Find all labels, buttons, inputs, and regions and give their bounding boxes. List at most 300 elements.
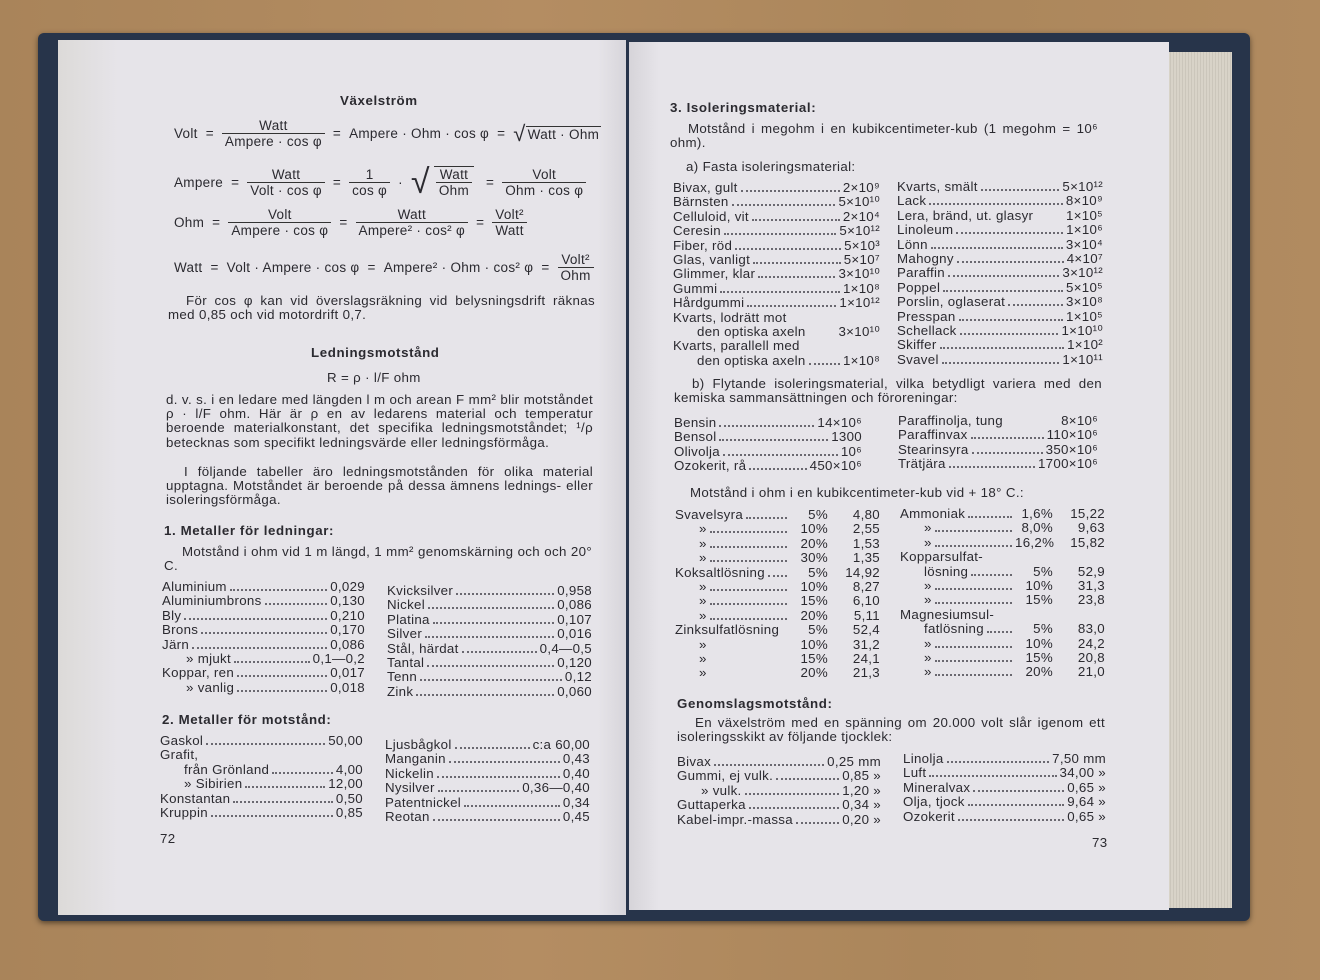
table-row	[162, 609, 365, 623]
resistance-value: 2×10⁹	[842, 180, 880, 195]
table-row	[675, 666, 880, 680]
material-name: »	[924, 650, 932, 666]
material-name: »	[699, 607, 707, 623]
dot-leader	[719, 439, 828, 441]
dot-leader	[425, 636, 554, 638]
equals: =	[497, 126, 506, 141]
table-row	[675, 566, 880, 580]
resistance-value: 15,22	[1070, 506, 1105, 521]
percent-value: 20%	[800, 607, 828, 623]
table-row	[673, 296, 880, 310]
numerator: Watt	[397, 207, 427, 222]
dot-leader	[796, 822, 839, 824]
formula-ohm	[170, 207, 531, 238]
table-row	[898, 428, 1098, 442]
resistance-value: 0,43	[562, 751, 590, 767]
denominator: Ampere² · cos² φ	[356, 222, 469, 238]
resistance-value: 1300	[831, 429, 862, 445]
formula-volt	[170, 118, 605, 149]
dot-leader	[724, 233, 836, 235]
resistance-value: 1×10⁵	[1066, 308, 1103, 324]
resistance-value: 50,00	[328, 733, 363, 748]
material-name: lösning	[924, 563, 969, 579]
table-row	[385, 781, 590, 795]
resistance-value: 0,25 mm	[827, 754, 881, 769]
table-row	[675, 551, 880, 565]
dot-leader	[416, 694, 554, 696]
table-row	[897, 252, 1103, 266]
material-name: Poppel	[897, 279, 941, 295]
material-name: Presspan	[897, 308, 956, 324]
percent-value: 5%	[808, 622, 828, 638]
resistance-value: 0,40	[562, 765, 590, 781]
percent-value: 10%	[1025, 578, 1053, 594]
multiply-dot: ·	[398, 174, 403, 190]
resistance-value: 3×10¹⁰	[838, 324, 880, 340]
dot-leader	[960, 333, 1059, 335]
resistance-value: 2,55	[852, 521, 880, 537]
equals: =	[205, 126, 214, 141]
resistance-value: 52,4	[852, 622, 880, 638]
material-name: Kruppin	[160, 805, 208, 821]
table-row	[385, 738, 590, 752]
percent-value: 30%	[800, 550, 828, 566]
table-row	[160, 763, 363, 777]
table-row	[897, 338, 1103, 352]
fraction	[247, 167, 325, 198]
formula-ampere	[170, 165, 590, 199]
table-row	[897, 310, 1103, 324]
material-name: Bivax, gult	[673, 180, 738, 195]
fraction	[228, 207, 331, 238]
table-row	[673, 354, 880, 368]
dot-leader	[949, 466, 1035, 468]
resistance-value: c:a 60,00	[532, 737, 590, 752]
denominator: Ohm · cos φ	[502, 182, 586, 198]
dot-leader	[931, 247, 1063, 249]
dot-leader	[957, 261, 1064, 263]
resistance-value: 9,64 »	[1067, 794, 1106, 810]
table-row	[385, 752, 590, 766]
table-row	[897, 223, 1103, 237]
resistance-value: 0,170	[330, 622, 365, 638]
table-fasta-right	[897, 180, 1103, 367]
resistance-value: 0,018	[330, 679, 365, 695]
dot-leader	[746, 517, 787, 519]
material-name: Mineralvax	[903, 779, 971, 795]
dot-leader	[935, 545, 1012, 547]
material-name: Brons	[162, 622, 199, 638]
dot-leader	[935, 646, 1012, 648]
material-name: Konstantan	[160, 790, 231, 806]
dot-leader	[749, 807, 839, 809]
resistance-value: 20,8	[1077, 650, 1105, 666]
table-row	[673, 210, 880, 224]
percent-value: 5%	[808, 564, 828, 580]
percent-value: 8,0%	[1021, 520, 1053, 536]
dot-leader	[710, 603, 787, 605]
fraction	[558, 252, 594, 283]
dot-leader	[929, 203, 1063, 205]
resistance-value: 450×10⁶	[809, 458, 862, 474]
dot-leader	[428, 607, 554, 609]
table-row	[677, 755, 881, 769]
table-row	[897, 266, 1103, 280]
subheading-flytande: b) Flytande isoleringsmaterial, vilka betydligt variera med den kemiska sammansättningen och föroreningar:	[674, 376, 1102, 406]
note-ohm-18c: Motstånd i ohm i en kubikcentimeter-kub vid + 18° C.:	[690, 485, 1024, 500]
resistance-value: 1×10²	[1067, 337, 1103, 353]
material-name: Glas, vanligt	[673, 252, 751, 268]
table-row	[897, 324, 1103, 338]
equals: =	[541, 260, 550, 275]
table-row	[673, 325, 880, 339]
material-name: Ceresin	[673, 223, 721, 239]
resistance-value: 52,9	[1077, 563, 1105, 579]
material-name: Järn	[162, 636, 190, 652]
table-row	[673, 181, 880, 195]
resistance-value: 24,2	[1077, 635, 1105, 651]
denominator: cos φ	[349, 182, 390, 198]
resistance-value: 1×10⁸	[842, 352, 880, 368]
dot-leader	[935, 530, 1012, 532]
dot-leader	[720, 291, 840, 293]
dot-leader	[956, 232, 1063, 234]
material-name: Trätjära	[898, 456, 946, 472]
table-row	[900, 536, 1105, 550]
square-root	[411, 165, 478, 199]
material-name: från Grönland	[184, 761, 270, 777]
material-name: »	[699, 579, 707, 595]
material-name: Koppar, ren	[162, 665, 235, 681]
dot-leader	[732, 204, 836, 206]
fraction	[349, 167, 390, 198]
dot-leader	[959, 319, 1063, 321]
material-name: Grafit,	[160, 747, 199, 763]
percent-value: 15%	[800, 593, 828, 609]
table-row	[387, 685, 592, 699]
resistance-value: 3×10¹²	[1062, 265, 1103, 281]
dot-leader	[987, 631, 1012, 633]
material-name: Zinksulfatlösning	[675, 622, 780, 638]
resistance-value: 1,20 »	[842, 782, 881, 798]
equals: =	[486, 174, 495, 190]
table-row	[897, 281, 1103, 295]
material-name: »	[699, 665, 707, 681]
dot-leader	[968, 804, 1065, 806]
dot-leader	[201, 632, 327, 634]
resistance-value: 0,017	[330, 665, 365, 681]
dot-leader	[943, 290, 1063, 292]
table-row	[673, 339, 880, 353]
dot-leader	[935, 674, 1012, 676]
material-name: Linolja	[903, 751, 944, 766]
material-name: Bärnsten	[673, 194, 729, 210]
dot-leader	[433, 819, 560, 821]
table-row	[385, 767, 590, 781]
resistance-value: 83,0	[1077, 621, 1105, 637]
material-name: »	[699, 636, 707, 652]
material-name: Gummi, ej vulk.	[677, 768, 774, 784]
table-row	[677, 769, 881, 783]
table-row	[675, 594, 880, 608]
dot-leader	[420, 679, 562, 681]
section-title-vaxelstrom: Växelström	[340, 93, 418, 108]
table-row	[674, 430, 862, 444]
resistance-value: 1×10⁸	[842, 280, 880, 296]
resistance-value: 1,53	[852, 535, 880, 551]
radical-icon: √	[513, 120, 526, 146]
numerator: Volt	[267, 207, 292, 222]
resistance-value: 8,27	[852, 579, 880, 595]
resistance-value: 4×10⁷	[1066, 251, 1103, 267]
formula-term: Ampere² · Ohm · cos² φ	[383, 260, 534, 275]
dot-leader	[758, 276, 835, 278]
table-row	[897, 238, 1103, 252]
dot-leader	[427, 665, 554, 667]
material-name: Silver	[387, 626, 423, 642]
fraction	[492, 207, 527, 238]
dot-leader	[464, 805, 560, 807]
dot-leader	[929, 775, 1056, 777]
formula-term: Volt · Ampere · cos φ	[226, 260, 360, 275]
dot-leader	[184, 618, 327, 620]
table-row	[673, 253, 880, 267]
table-row	[160, 734, 363, 748]
dot-leader	[233, 801, 333, 803]
resistance-value: 350×10⁶	[1045, 441, 1098, 457]
table-row	[675, 508, 880, 522]
material-name: » vulk.	[701, 782, 742, 798]
resistance-value: 21,3	[852, 665, 880, 681]
equals: =	[476, 215, 485, 230]
table-row	[897, 353, 1103, 367]
table-row	[160, 777, 363, 791]
denominator: Watt	[492, 222, 526, 238]
table-row	[673, 267, 880, 281]
table-row	[900, 608, 1105, 622]
material-name: Lönn	[897, 236, 928, 252]
material-name: Linoleum	[897, 222, 954, 238]
resistance-value: 5×10⁵	[1066, 279, 1103, 295]
material-name: Stål, härdat	[387, 640, 459, 656]
dot-leader	[230, 589, 327, 591]
equals: =	[210, 260, 219, 275]
material-name: Zink	[387, 683, 414, 699]
equals: =	[231, 174, 240, 190]
resistance-value: 0,34	[562, 794, 590, 810]
table-losningar-right	[900, 507, 1105, 680]
table-row	[387, 598, 592, 612]
table-genomslag-right	[903, 752, 1106, 824]
table-row	[675, 652, 880, 666]
percent-value: 20%	[800, 535, 828, 551]
table-row	[160, 806, 363, 820]
resistance-value: 5×10⁷	[843, 252, 880, 268]
material-name: Celluloid, vit	[673, 208, 749, 224]
cos-phi-note: För cos φ kan vid överslagsräkning vid belysningsdrift räknas med 0,85 och vid motordrift 0,7.	[168, 293, 595, 323]
table-row	[903, 795, 1106, 809]
dot-leader	[237, 675, 327, 677]
material-name: »	[699, 651, 707, 667]
page-number-right: 73	[1092, 835, 1108, 850]
subheading-fasta: a) Fasta isoleringsmaterial:	[686, 159, 856, 174]
resistance-value: 1×10⁶	[1066, 222, 1103, 238]
resistance-value: 34,00 »	[1059, 765, 1106, 781]
resistance-value: 0,086	[330, 636, 365, 652]
table-row	[898, 443, 1098, 457]
dot-leader	[710, 618, 787, 620]
table-row	[673, 282, 880, 296]
resistance-value: 4,80	[852, 507, 880, 522]
resistance-value: 0,120	[557, 655, 592, 671]
dot-leader	[462, 651, 537, 653]
resistance-value: 3×10¹⁰	[838, 266, 880, 282]
material-name: Guttaperka	[677, 797, 746, 813]
table-row	[673, 239, 880, 253]
section-title-ledningsmotstand: Ledningsmotstånd	[311, 345, 440, 360]
material-name: »	[924, 592, 932, 608]
material-name: » Sibirien	[184, 776, 243, 792]
material-name: Patentnickel	[385, 794, 462, 810]
resistance-value: 0,85	[335, 805, 363, 821]
material-name: Nickel	[387, 597, 426, 613]
table-row	[160, 792, 363, 806]
material-name: »	[699, 550, 707, 566]
denominator: Ampere · cos φ	[222, 133, 325, 149]
table-row	[387, 584, 592, 598]
dot-leader	[968, 516, 1012, 518]
table-row	[900, 665, 1105, 679]
material-name: Platina	[387, 611, 430, 627]
percent-value: 16,2%	[1015, 534, 1055, 550]
table-row	[898, 457, 1098, 471]
equals: =	[332, 174, 342, 190]
material-name: Olivolja	[674, 443, 720, 459]
resistance-value: 4,00	[335, 761, 363, 777]
resistance-value: 12,00	[328, 776, 363, 792]
material-name: Paraffinolja, tung	[898, 413, 1003, 428]
table-row	[387, 642, 592, 656]
dot-leader	[735, 248, 841, 250]
table-row	[160, 748, 363, 762]
table-row	[162, 666, 365, 680]
material-name: Bensin	[674, 415, 717, 430]
resistance-value: 24,1	[852, 651, 880, 667]
dot-leader	[719, 425, 814, 427]
percent-value: 20%	[1025, 664, 1053, 680]
resistance-value: 1700×10⁶	[1037, 456, 1098, 472]
table-fasta-left	[673, 181, 880, 368]
table-row	[897, 295, 1103, 309]
numerator: Watt	[259, 118, 288, 133]
resistance-formula: R = ρ · l/F ohm	[327, 370, 421, 385]
table-row	[162, 681, 365, 695]
denominator: Ampere · cos φ	[228, 222, 331, 238]
material-name: »	[924, 534, 932, 550]
table-metaller-motstand-left	[160, 734, 363, 820]
resistance-value: 6,10	[852, 593, 880, 609]
dot-leader	[747, 305, 836, 307]
resistance-value: 0,65 »	[1067, 808, 1106, 824]
material-name: Kvarts, smält	[897, 179, 978, 194]
resistance-value: 0,85 »	[842, 768, 881, 784]
paragraph-definition: d. v. s. i en ledare med längden l m och arean F mm² blir motståndet ρ · l/F ohm. Här är ρ en av ledarens material och temperatur beroende materialkonstant, det specifika ledningsmotståndet; ¹/ρ betecknas som specifikt ledningsvärde eller ledningsförmåga.	[166, 392, 593, 450]
table-genomslag-left	[677, 755, 881, 827]
resistance-value: 0,107	[557, 611, 592, 627]
table-row	[162, 623, 365, 637]
percent-value: 5%	[1033, 563, 1053, 579]
material-name: Manganin	[385, 751, 446, 767]
radical-icon: √	[410, 163, 430, 201]
dot-leader	[710, 589, 787, 591]
percent-value: 10%	[800, 521, 828, 537]
dot-leader	[981, 189, 1060, 191]
material-name: Bly	[162, 607, 182, 623]
equals: =	[332, 126, 342, 141]
material-name: » mjukt	[186, 651, 231, 667]
resistance-value: 3×10⁴	[1065, 236, 1103, 252]
numerator: 1	[365, 166, 374, 182]
table-row	[677, 813, 881, 827]
resistance-value: 5×10¹⁰	[838, 194, 880, 210]
note-metaller-ledningar: Motstånd i ohm vid 1 m längd, 1 mm² genomskärning och och 20° C.	[164, 544, 592, 574]
table-row	[387, 613, 592, 627]
resistance-value: 7,50 mm	[1052, 751, 1106, 766]
material-name: Nysilver	[385, 780, 435, 796]
table-row	[903, 781, 1106, 795]
material-name: Aluminium	[162, 579, 227, 594]
dot-leader	[948, 275, 1059, 277]
material-name: » vanlig	[186, 679, 235, 695]
percent-value: 10%	[800, 579, 828, 595]
resistance-value: 1×10⁵	[1066, 207, 1103, 223]
dot-leader	[940, 347, 1065, 349]
fraction	[502, 167, 586, 198]
resistance-value: 5×10¹²	[839, 223, 880, 239]
material-name: Kopparsulfat-	[900, 549, 983, 565]
dot-leader	[455, 747, 530, 749]
table-metaller-ledningar-left	[162, 580, 365, 695]
page-number-left: 72	[160, 831, 176, 846]
table-row	[897, 180, 1103, 194]
note-isoleringsmaterial: Motstånd i megohm i en kubikcentimeter-kub (1 megohm = 10⁶ ohm).	[670, 121, 1098, 151]
dot-leader	[206, 743, 325, 745]
percent-value: 10%	[1025, 635, 1053, 651]
denominator: Ohm	[436, 182, 472, 198]
square-root	[513, 120, 601, 146]
resistance-value: 31,3	[1077, 578, 1105, 594]
material-name: Schellack	[897, 323, 957, 339]
resistance-value: 0,210	[330, 607, 365, 623]
resistance-value: 3×10⁸	[1065, 294, 1103, 310]
dot-leader	[935, 660, 1012, 662]
material-name: »	[699, 521, 707, 537]
dot-leader	[947, 761, 1050, 763]
dot-leader	[192, 647, 327, 649]
equals: =	[339, 215, 348, 230]
dot-leader	[809, 363, 840, 365]
resistance-value: 8×10⁹	[1065, 193, 1103, 209]
table-losningar-left	[675, 508, 880, 681]
material-name: Hårdgummi	[673, 295, 745, 311]
material-name: Paraffinvax	[898, 427, 968, 443]
material-name: Gummi	[673, 280, 718, 296]
resistance-value: 0,65 »	[1067, 779, 1106, 795]
table-row	[900, 507, 1105, 521]
resistance-value: 1,35	[852, 550, 880, 566]
dot-leader	[456, 593, 554, 595]
table-row	[898, 414, 1098, 428]
